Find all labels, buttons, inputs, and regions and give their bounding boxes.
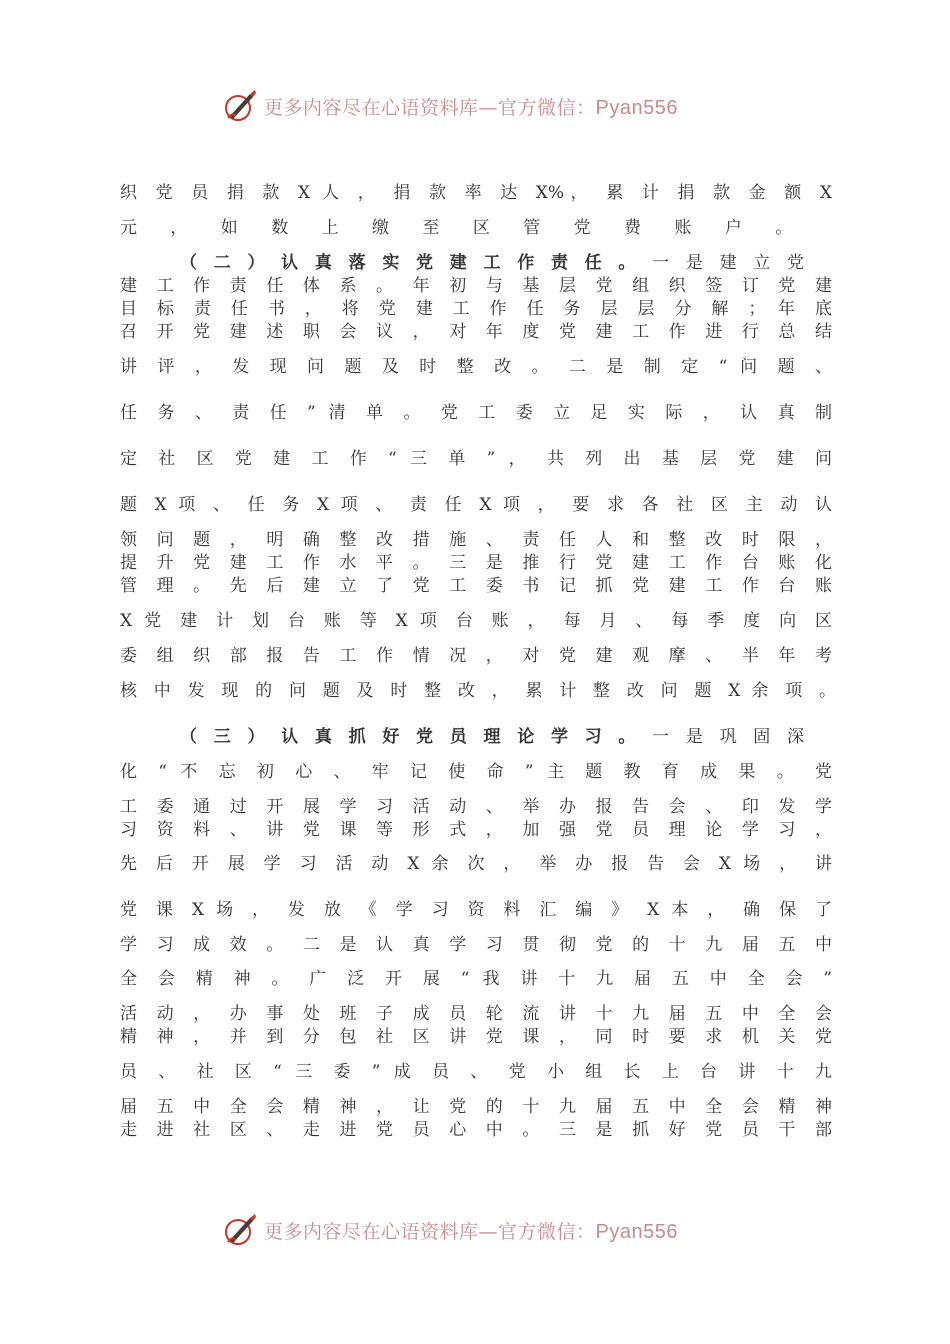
text-line: 全 会 精 神 。 广 泛 开 展 “ 我 讲 十 九 届 五 中 全 会 ” [120,969,832,989]
text-line: 织 党 员 捐 款 X 人 ， 捐 款 率 达 X%， 累 计 捐 款 金 额 X [120,183,832,203]
text-line: 讲 评 ， 发 现 问 题 及 时 整 改 。 二 是 制 定 “ 问 题 、 [120,357,832,377]
text-line: 习 资 料 、 讲 党 课 等 形 式 ， 加 强 党 员 理 论 学 习 ， [120,820,832,840]
heading-title: （二）认真落实党建工作责任。 [180,253,653,273]
text-line: 定 社 区 党 建 工 作 “ 三 单 ” ， 共 列 出 基 层 党 建 问 [120,449,832,469]
section-heading-3 [180,726,804,748]
watermark-banner-bottom [222,1210,678,1250]
pen-seal-icon [222,1212,258,1248]
text-line: 建 工 作 责 任 体 系 。 年 初 与 基 层 党 组 织 签 订 党 建 [120,276,832,296]
text-line: 活 动 ， 办 事 处 班 子 成 员 轮 流 讲 十 九 届 五 中 全 会 [120,1004,832,1024]
text-line: X 党 建 计 划 台 账 等 X 项 台 账 ， 每 月 、 每 季 度 向 区 [120,611,832,631]
text-line: 工 委 通 过 开 展 学 习 活 动 、 举 办 报 告 会 、 印 发 学 [120,797,832,817]
text-line: 元 ， 如 数 上 缴 至 区 管 党 费 账 户 。 [120,218,807,238]
text-line: 先 后 开 展 学 习 活 动 X 余 次 ， 举 办 报 告 会 X 场 ， 讲 [120,854,832,874]
text-line: 化 “ 不 忘 初 心 、 牢 记 使 命 ” 主 题 教 育 成 果 。 党 [120,762,832,782]
pen-seal-icon [222,88,258,124]
text-line: 党 课 X 场 ， 发 放 《 学 习 资 料 汇 编 》 X 本 ， 确 保 了 [120,900,832,920]
text-line: 委 组 织 部 报 告 工 作 情 况 ， 对 党 建 观 摩 、 半 年 考 [120,646,832,666]
text-line: 学 习 成 效 。 二 是 认 真 学 习 贯 彻 党 的 十 九 届 五 中 [120,935,832,955]
text-line: 目 标 责 任 书 ， 将 党 建 工 作 任 务 层 层 分 解 ； 年 底 [120,299,832,319]
text-line: 题 X 项 、 任 务 X 项 、 责 任 X 项 ， 要 求 各 社 区 主 动 认 [120,495,832,515]
watermark-text: 更多内容尽在心语资料库—官方微信：Pyan556 [264,1220,678,1243]
text-line: 届 五 中 全 会 精 神 ， 让 党 的 十 九 届 五 中 全 会 精 神 [120,1097,832,1117]
text-line: 管 理 。 先 后 建 立 了 党 工 委 书 记 抓 党 建 工 作 台 账 [120,576,832,596]
text-line: 走 进 社 区 、 走 进 党 员 心 中 。 三 是 抓 好 党 员 干 部 [120,1120,832,1140]
watermark-banner-top [222,86,678,126]
section-heading-2 [180,252,804,274]
text-line: 召 开 党 建 述 职 会 议 ， 对 年 度 党 建 工 作 进 行 总 结 [120,322,832,342]
heading-title: （三）认真抓好党员理论学习。 [180,727,653,747]
text-line: 提 升 党 建 工 作 水 平 。 三 是 推 行 党 建 工 作 台 账 化 [120,553,832,573]
text-line: 精 神 ， 并 到 分 包 社 区 讲 党 课 ， 同 时 要 求 机 关 党 [120,1027,832,1047]
heading-rest: 一是巩固深 [652,727,805,747]
text-line: 领 问 题 ， 明 确 整 改 措 施 、 责 任 人 和 整 改 时 限 ， [120,530,832,550]
text-line: 员 、 社 区 “ 三 委 ” 成 员 、 党 小 组 长 上 台 讲 十 九 [120,1062,832,1082]
heading-rest: 一是建立党 [652,253,805,273]
watermark-text: 更多内容尽在心语资料库—官方微信：Pyan556 [264,96,678,119]
text-line: 核 中 发 现 的 问 题 及 时 整 改 ， 累 计 整 改 问 题 X 余 项 。 [120,681,836,701]
text-line: 任 务 、 责 任 ” 清 单 。 党 工 委 立 足 实 际 ， 认 真 制 [120,403,832,423]
